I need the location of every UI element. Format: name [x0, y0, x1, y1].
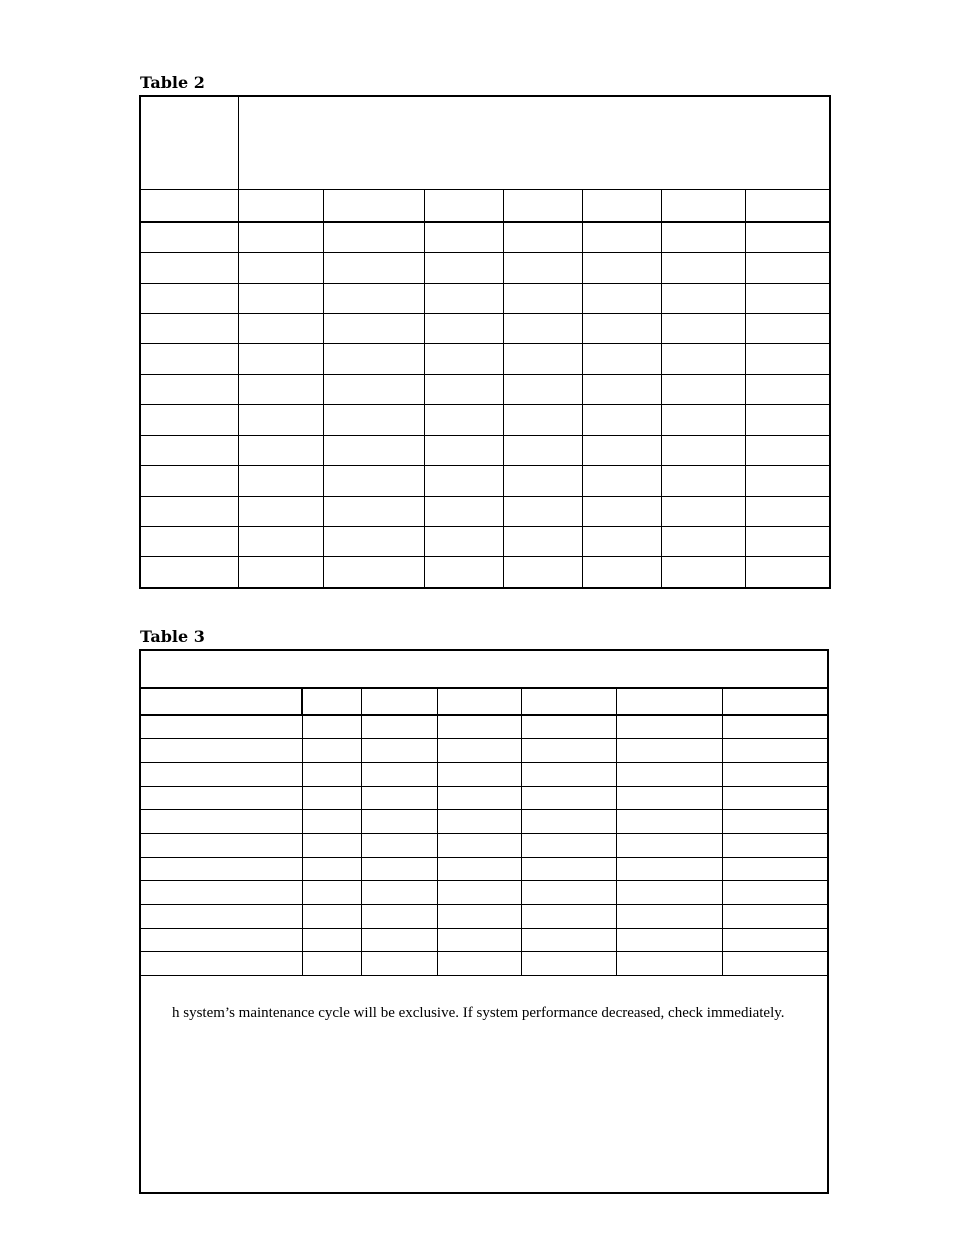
table-cell	[503, 374, 582, 404]
table-cell	[661, 466, 745, 496]
table-cell	[238, 557, 323, 588]
table-cell	[302, 857, 361, 881]
table-row	[140, 435, 830, 465]
table-cell	[503, 253, 582, 283]
table-cell	[521, 952, 616, 976]
table-cell	[437, 928, 521, 952]
table-cell	[302, 763, 361, 787]
table-cell	[238, 190, 323, 222]
table-cell	[521, 857, 616, 881]
table-cell	[582, 190, 661, 222]
table-cell	[503, 557, 582, 588]
table-cell	[140, 527, 238, 557]
table-cell	[323, 405, 424, 435]
table-cell	[582, 405, 661, 435]
table-row	[140, 857, 828, 881]
table-row	[140, 557, 830, 588]
table-row	[140, 763, 828, 787]
table-row	[140, 253, 830, 283]
table-cell	[238, 466, 323, 496]
table-cell	[616, 952, 722, 976]
table-2-corner-cell	[140, 96, 238, 190]
table-cell	[582, 527, 661, 557]
table-cell	[140, 952, 302, 976]
table-cell	[521, 688, 616, 715]
table-cell	[503, 466, 582, 496]
table-cell	[582, 222, 661, 253]
table-cell	[140, 715, 302, 739]
table-cell	[361, 763, 437, 787]
table-cell	[616, 810, 722, 834]
table-cell	[140, 253, 238, 283]
table-cell	[745, 253, 830, 283]
table-cell	[661, 405, 745, 435]
table-cell	[424, 283, 503, 313]
table-cell	[722, 688, 828, 715]
table-cell	[302, 834, 361, 858]
table-cell	[238, 435, 323, 465]
table-cell	[361, 952, 437, 976]
table-cell	[745, 222, 830, 253]
table-cell	[424, 405, 503, 435]
table-row	[140, 881, 828, 905]
table-cell	[722, 763, 828, 787]
table-cell	[503, 314, 582, 344]
table-cell	[616, 715, 722, 739]
table-cell	[424, 222, 503, 253]
table-cell	[302, 881, 361, 905]
table-cell	[323, 253, 424, 283]
table-cell	[323, 374, 424, 404]
table-cell	[424, 190, 503, 222]
table-cell	[323, 466, 424, 496]
table-cell	[661, 222, 745, 253]
table-cell	[745, 405, 830, 435]
table-3-header-row	[140, 688, 828, 715]
table-row	[140, 222, 830, 253]
table-cell	[616, 857, 722, 881]
table-cell	[361, 786, 437, 810]
table-cell	[424, 466, 503, 496]
table-cell	[521, 810, 616, 834]
table-cell	[302, 904, 361, 928]
table-cell	[661, 190, 745, 222]
table-cell	[661, 527, 745, 557]
table-cell	[140, 374, 238, 404]
table-cell	[238, 496, 323, 526]
table-cell	[503, 405, 582, 435]
table-cell	[521, 715, 616, 739]
table-cell	[661, 283, 745, 313]
table-cell	[745, 190, 830, 222]
table-cell	[140, 904, 302, 928]
table-cell	[323, 314, 424, 344]
table-cell	[323, 496, 424, 526]
table-cell	[722, 810, 828, 834]
table-cell	[722, 786, 828, 810]
table-cell	[323, 557, 424, 588]
table-cell	[361, 715, 437, 739]
table-cell	[722, 739, 828, 763]
table-cell	[437, 786, 521, 810]
table-cell	[582, 466, 661, 496]
maintenance-note: h system’s maintenance cycle will be exclusive. If system performance decreased, check immediately.	[172, 1004, 785, 1021]
table-cell	[437, 810, 521, 834]
table-cell	[361, 834, 437, 858]
table-cell	[361, 904, 437, 928]
table-cell	[437, 763, 521, 787]
table-cell	[424, 344, 503, 374]
table-cell	[140, 557, 238, 588]
table-cell	[437, 881, 521, 905]
table-cell	[582, 283, 661, 313]
table-cell	[424, 314, 503, 344]
table-cell	[503, 190, 582, 222]
table-cell	[521, 834, 616, 858]
table-cell	[521, 881, 616, 905]
table-cell	[722, 715, 828, 739]
table-cell	[238, 283, 323, 313]
table-cell	[302, 952, 361, 976]
table-cell	[140, 344, 238, 374]
table-cell	[424, 435, 503, 465]
table-cell	[302, 810, 361, 834]
table-cell	[745, 344, 830, 374]
table-cell	[521, 786, 616, 810]
table-3	[139, 649, 829, 1194]
table-cell	[140, 283, 238, 313]
table-cell	[424, 253, 503, 283]
table-cell	[582, 435, 661, 465]
table-cell	[140, 222, 238, 253]
table-cell	[238, 222, 323, 253]
table-cell	[661, 435, 745, 465]
table-cell	[323, 283, 424, 313]
table-cell	[140, 763, 302, 787]
table-cell	[238, 314, 323, 344]
table-cell	[745, 374, 830, 404]
table-cell	[582, 374, 661, 404]
table-cell	[616, 881, 722, 905]
table-cell	[722, 834, 828, 858]
table-cell	[140, 466, 238, 496]
table-cell	[437, 834, 521, 858]
table-cell	[616, 786, 722, 810]
table-row	[140, 786, 828, 810]
table-cell	[437, 904, 521, 928]
table-cell	[503, 435, 582, 465]
table-row	[140, 928, 828, 952]
table-cell	[140, 881, 302, 905]
table-cell	[302, 786, 361, 810]
table-2-caption: Table 2	[140, 73, 205, 92]
table-row	[140, 496, 830, 526]
table-cell	[140, 928, 302, 952]
table-cell	[140, 739, 302, 763]
table-cell	[582, 314, 661, 344]
table-cell	[745, 435, 830, 465]
table-cell	[238, 527, 323, 557]
table-2	[139, 95, 831, 589]
table-cell	[238, 374, 323, 404]
table-cell	[661, 496, 745, 526]
table-cell	[616, 928, 722, 952]
table-cell	[140, 190, 238, 222]
table-cell	[521, 904, 616, 928]
table-row	[140, 810, 828, 834]
table-row	[140, 527, 830, 557]
table-cell	[140, 834, 302, 858]
table-cell	[140, 857, 302, 881]
table-cell	[238, 253, 323, 283]
table-2-subheader-row	[140, 190, 830, 222]
table-cell	[661, 557, 745, 588]
table-cell	[503, 344, 582, 374]
table-cell	[424, 527, 503, 557]
table-3-note-cell	[140, 975, 828, 1193]
table-row	[140, 952, 828, 976]
table-cell	[323, 344, 424, 374]
table-cell	[302, 739, 361, 763]
table-cell	[503, 527, 582, 557]
table-cell	[323, 435, 424, 465]
table-cell	[140, 496, 238, 526]
table-row	[140, 314, 830, 344]
table-cell	[361, 739, 437, 763]
table-cell	[722, 904, 828, 928]
table-row	[140, 374, 830, 404]
table-cell	[616, 904, 722, 928]
table-cell	[437, 688, 521, 715]
table-cell	[582, 557, 661, 588]
table-cell	[582, 344, 661, 374]
table-cell	[582, 496, 661, 526]
table-row	[140, 715, 828, 739]
table-cell	[521, 763, 616, 787]
table-row	[140, 405, 830, 435]
table-cell	[745, 314, 830, 344]
table-cell	[361, 810, 437, 834]
table-cell	[745, 283, 830, 313]
table-cell	[424, 496, 503, 526]
table-cell	[722, 928, 828, 952]
table-cell	[140, 786, 302, 810]
table-cell	[722, 952, 828, 976]
table-row	[140, 466, 830, 496]
table-cell	[437, 952, 521, 976]
table-3-title-row	[140, 650, 828, 688]
table-cell	[140, 688, 302, 715]
table-3-title-cell	[140, 650, 828, 688]
table-cell	[238, 344, 323, 374]
table-cell	[323, 190, 424, 222]
table-row	[140, 739, 828, 763]
table-3-note-row	[140, 975, 828, 1193]
table-cell	[745, 557, 830, 588]
table-cell	[745, 527, 830, 557]
table-cell	[238, 405, 323, 435]
table-cell	[616, 739, 722, 763]
table-cell	[361, 928, 437, 952]
table-cell	[616, 688, 722, 715]
table-cell	[582, 253, 661, 283]
table-cell	[745, 466, 830, 496]
table-cell	[361, 857, 437, 881]
table-cell	[302, 688, 361, 715]
table-cell	[302, 928, 361, 952]
table-cell	[661, 344, 745, 374]
table-cell	[302, 715, 361, 739]
table-cell	[323, 222, 424, 253]
table-cell	[437, 739, 521, 763]
table-cell	[503, 283, 582, 313]
table-row	[140, 834, 828, 858]
table-cell	[140, 405, 238, 435]
table-row	[140, 904, 828, 928]
table-cell	[722, 857, 828, 881]
table-cell	[437, 715, 521, 739]
table-cell	[616, 834, 722, 858]
table-cell	[521, 928, 616, 952]
table-cell	[745, 496, 830, 526]
table-cell	[661, 314, 745, 344]
table-3-caption: Table 3	[140, 627, 205, 646]
table-row	[140, 344, 830, 374]
table-cell	[424, 557, 503, 588]
table-cell	[616, 763, 722, 787]
table-cell	[140, 810, 302, 834]
table-cell	[661, 253, 745, 283]
table-cell	[437, 857, 521, 881]
table-cell	[361, 688, 437, 715]
table-2-header-cell	[238, 96, 830, 190]
table-cell	[140, 314, 238, 344]
table-cell	[140, 435, 238, 465]
table-cell	[722, 881, 828, 905]
table-cell	[323, 527, 424, 557]
table-cell	[424, 374, 503, 404]
table-row	[140, 283, 830, 313]
table-cell	[361, 881, 437, 905]
table-cell	[521, 739, 616, 763]
table-cell	[503, 222, 582, 253]
table-cell	[661, 374, 745, 404]
table-2-header-row	[140, 96, 830, 190]
table-cell	[503, 496, 582, 526]
